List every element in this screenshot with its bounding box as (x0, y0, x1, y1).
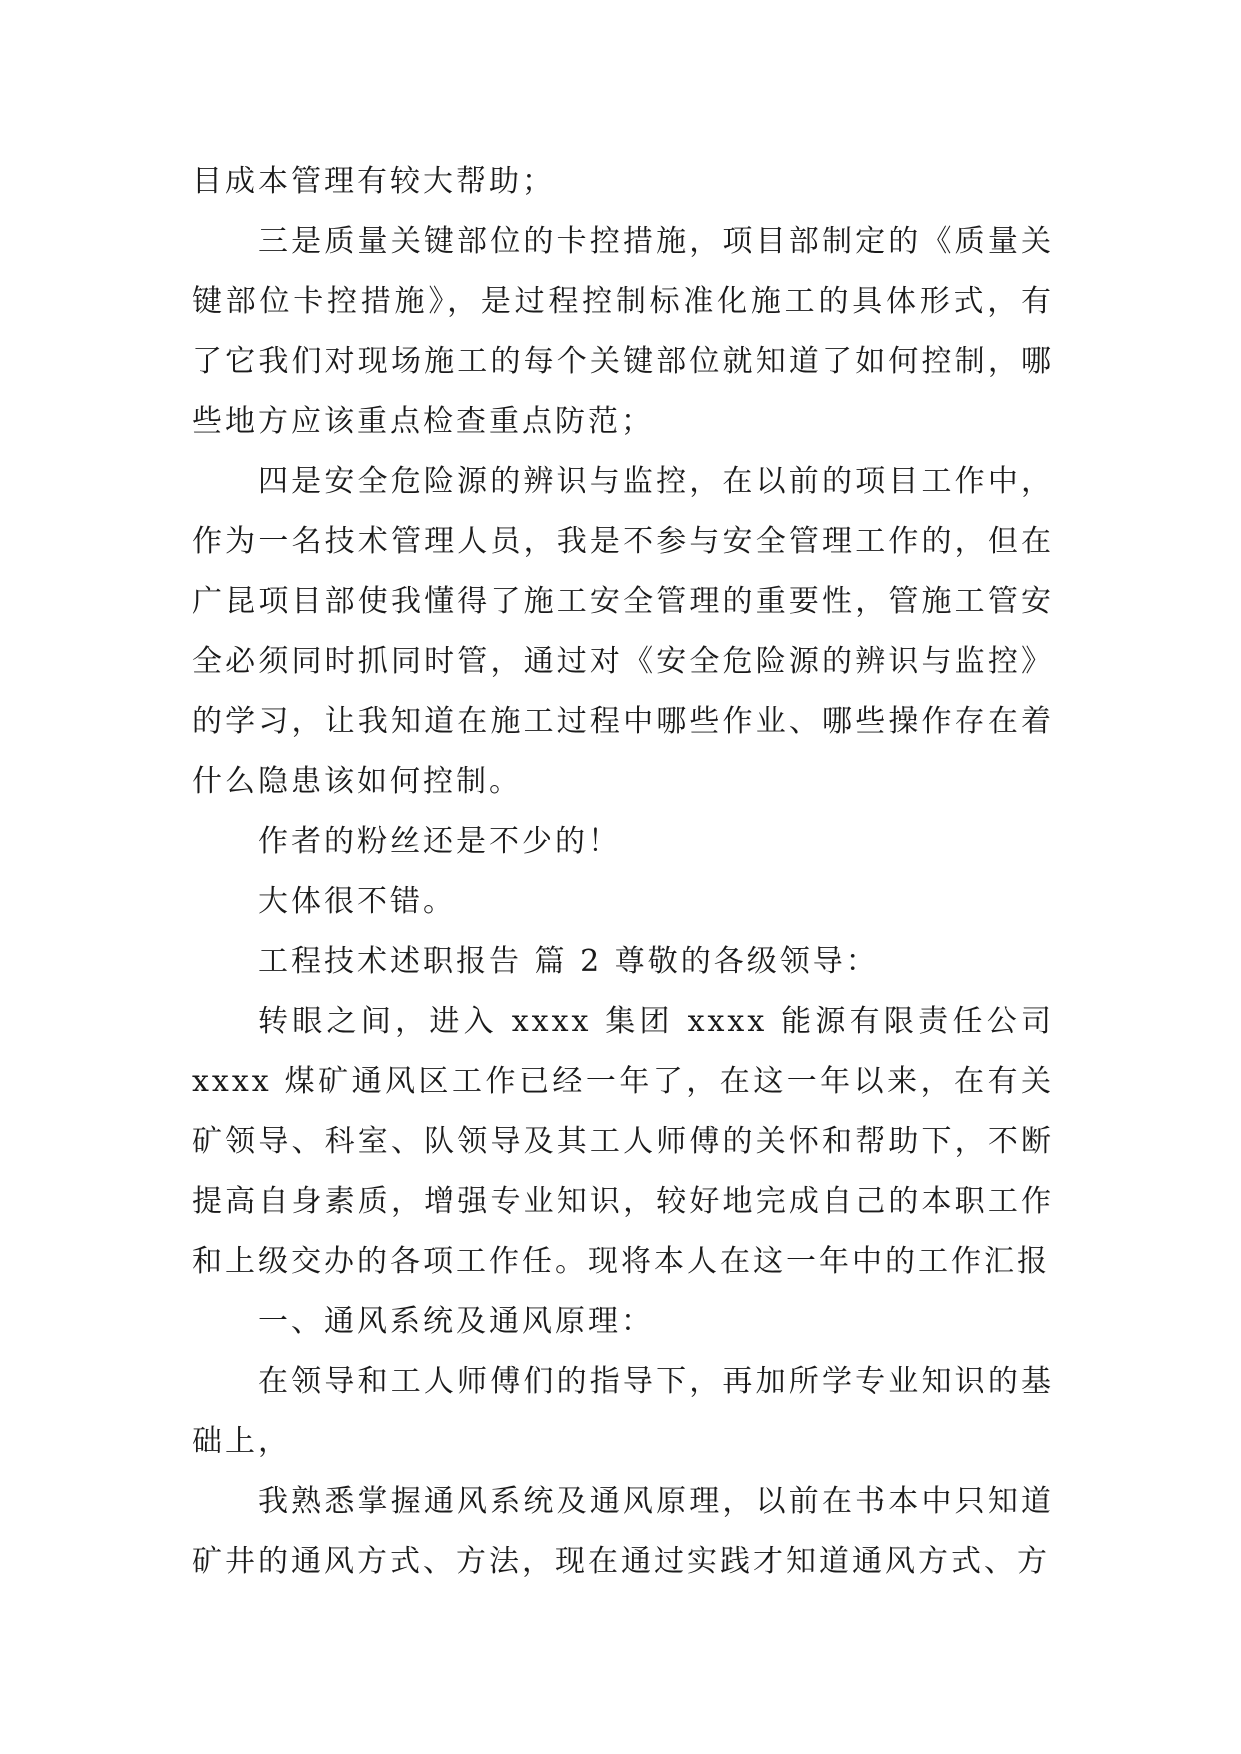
paragraph-4: 作者的粉丝还是不少的！ (258, 824, 621, 859)
paragraph-7: 转眼之间，进入 xxxx 集团 xxxx 能源有限责任公司 xxxx 煤矿通风区工作已经一年了，在这一年以来，在有关矿领导、科室、队领导及其工人师傅的关怀和帮助下，不断提高自身素质，增强专业知识，较好地完成自己的本职工作和上级交办的各项工作任。现将本人在这一年中的工作汇报 (192, 1004, 1054, 1279)
paragraph-2: 三是质量关键部位的卡控措施，项目部制定的《质量关键部位卡控措施》，是过程控制标准化施工的具体形式，有了它我们对现场施工的每个关键部位就知道了如何控制，哪些地方应该重点检查重点防范； (192, 224, 1054, 439)
paragraph-5: 大体很不错。 (258, 884, 456, 919)
document-body (192, 152, 1054, 1592)
section-heading-ventilation: 一、通风系统及通风原理： (258, 1304, 654, 1339)
paragraph-1: 目成本管理有较大帮助； (192, 164, 555, 199)
paragraph-10: 我熟悉掌握通风系统及通风原理，以前在书本中只知道矿井的通风方式、方法，现在通过实践才知道通风方式、方 (192, 1484, 1054, 1579)
paragraph-3: 四是安全危险源的辨识与监控，在以前的项目工作中，作为一名技术管理人员，我是不参与安全管理工作的，但在广昆项目部使我懂得了施工安全管理的重要性，管施工管安全必须同时抓同时管，通过对《安全危险源的辨识与监控》的学习，让我知道在施工过程中哪些作业、哪些操作存在着什么隐患该如何控制。 (192, 464, 1054, 799)
section-heading-report: 工程技术述职报告 篇 2 尊敬的各级领导： (258, 944, 879, 979)
paragraph-9: 在领导和工人师傅们的指导下，再加所学专业知识的基础上， (192, 1364, 1054, 1459)
